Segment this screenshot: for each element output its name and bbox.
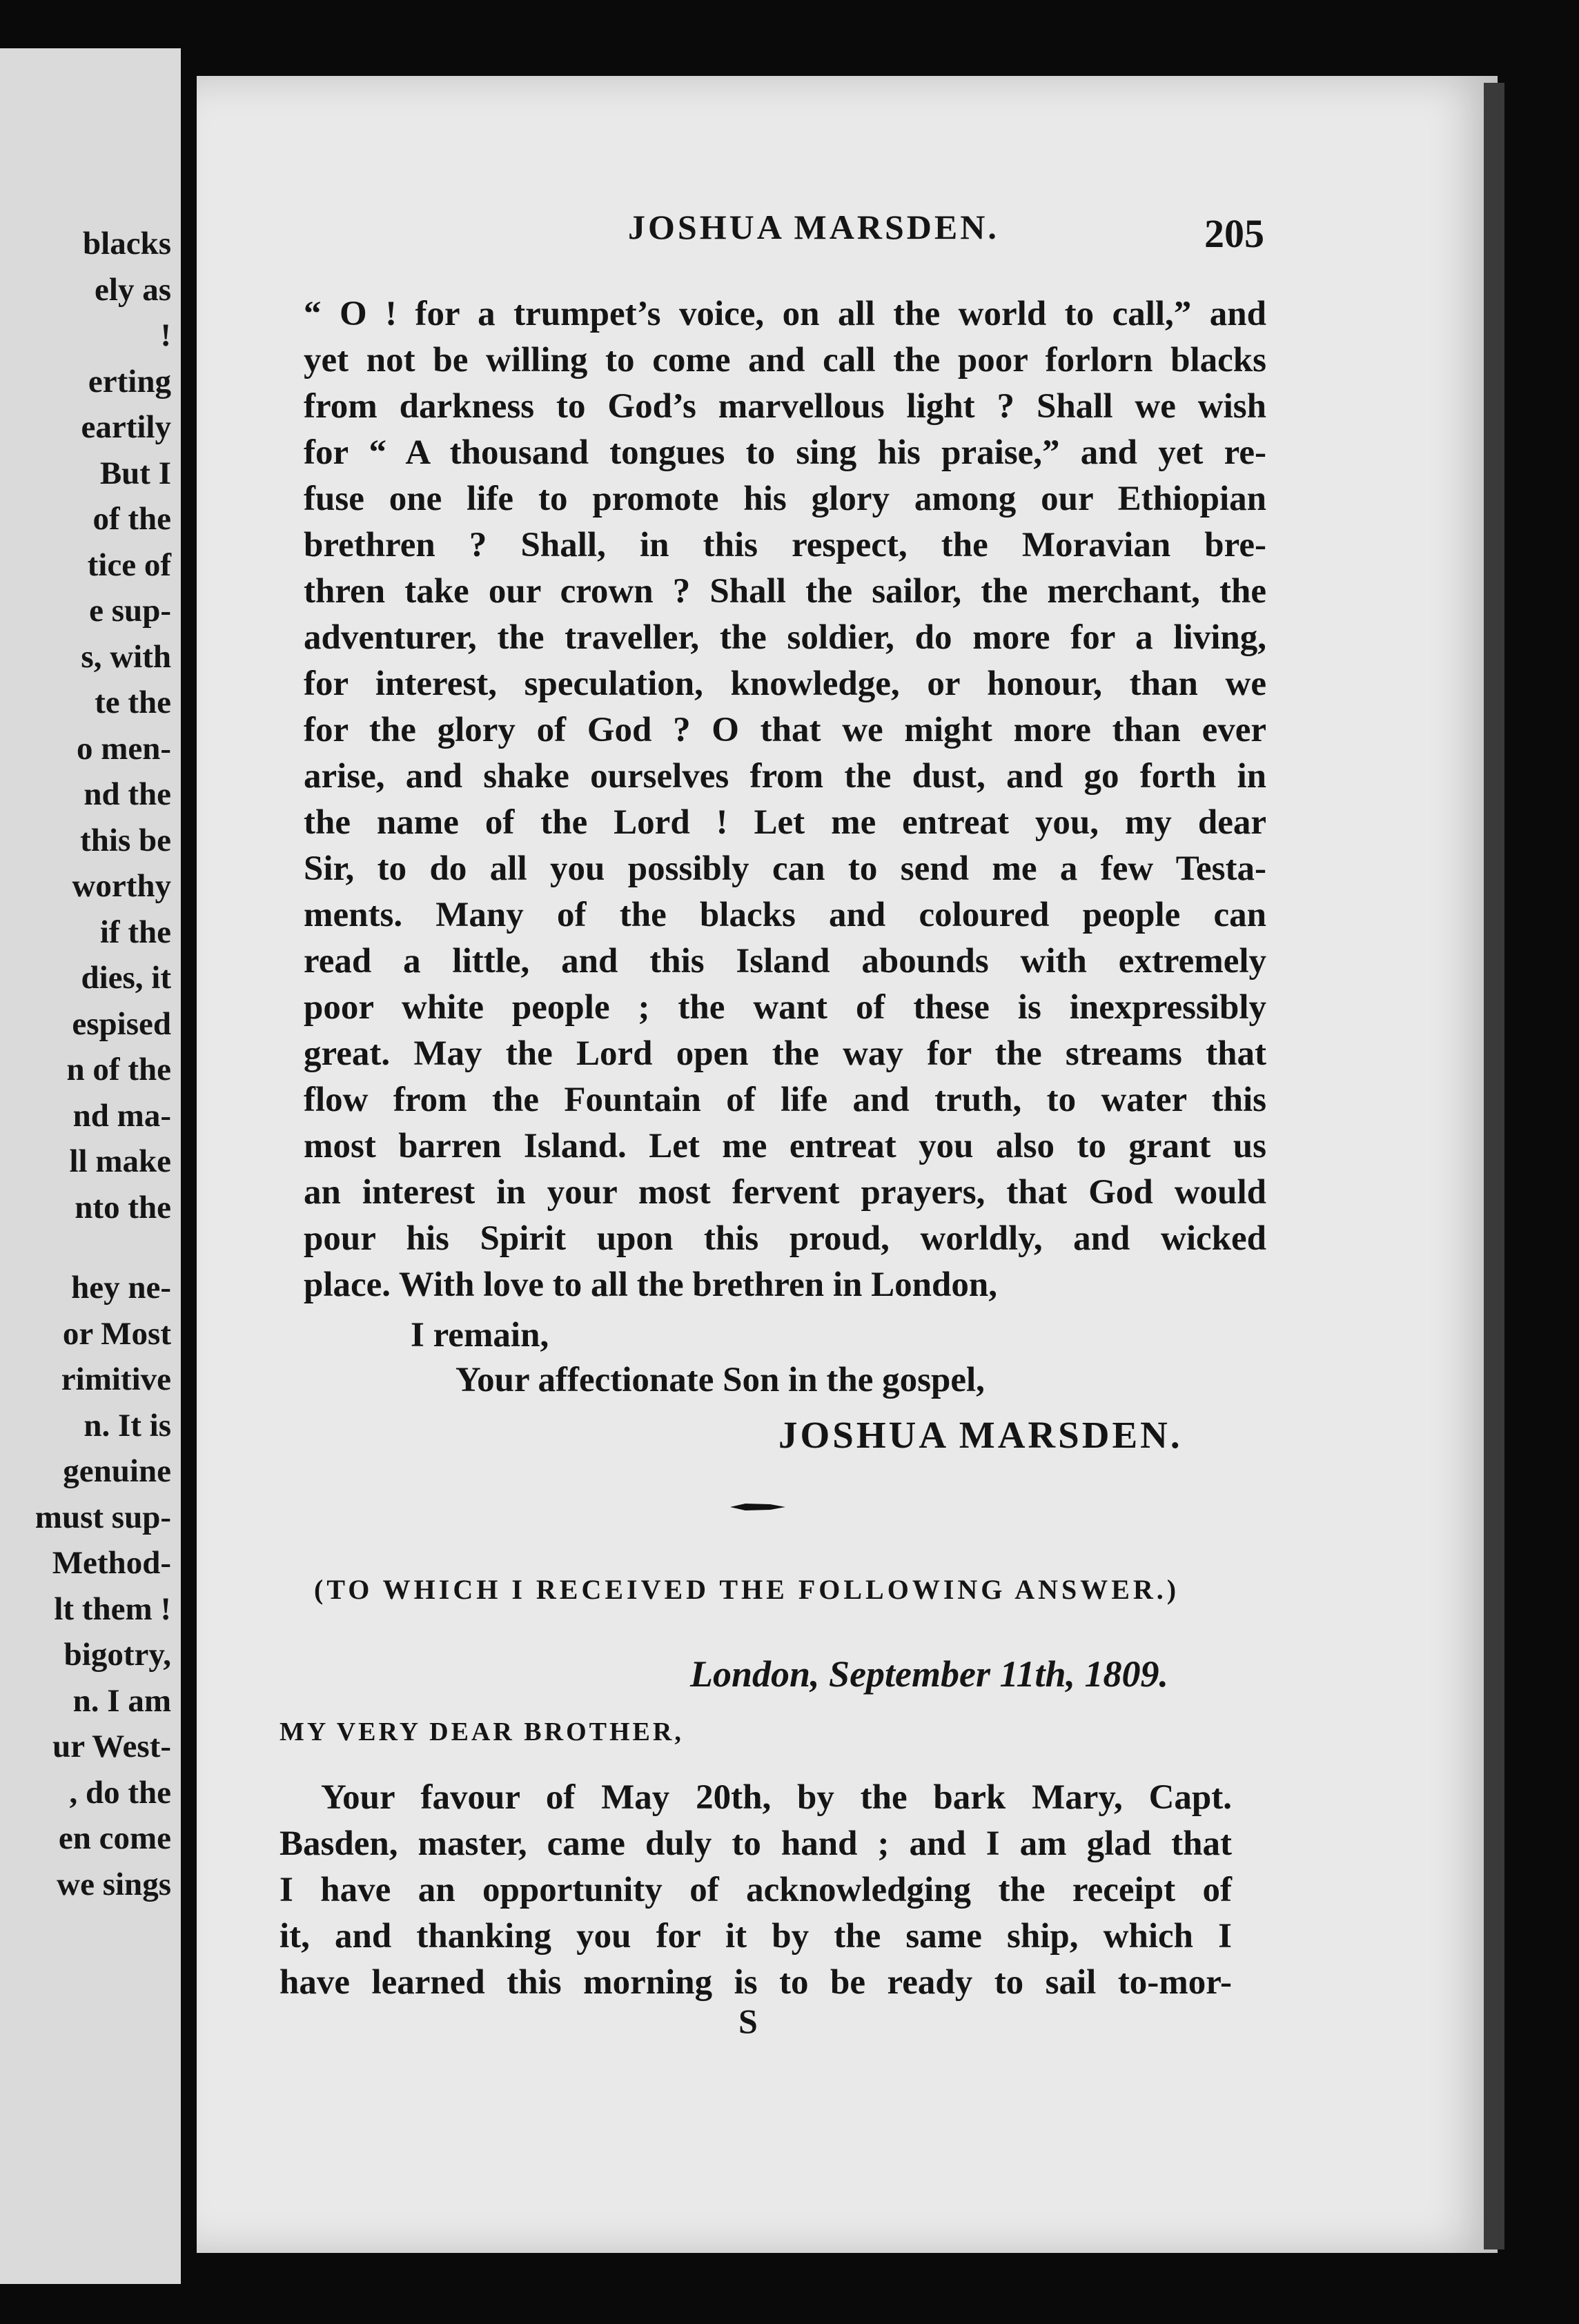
text-line: read a little, and this Island abounds with extremely xyxy=(304,942,1266,981)
facing-page-fragment: en come xyxy=(58,1820,171,1856)
text-line: yet not be willing to come and call the poor forlorn blacks xyxy=(304,341,1266,380)
dateline: London, September 11th, 1809. xyxy=(690,1653,1169,1695)
facing-page-fragment: bigotry, xyxy=(63,1637,171,1673)
closing-remain: I remain, xyxy=(411,1316,549,1355)
facing-page-fragment: rimitive xyxy=(61,1361,171,1397)
facing-page-fragment: nd the xyxy=(84,776,171,812)
text-line: thren take our crown ? Shall the sailor, the merchant, the xyxy=(304,572,1266,611)
facing-page-fragment: te the xyxy=(95,685,171,720)
facing-page-fragment: dies, it xyxy=(81,960,171,996)
facing-page-fragment: nd ma- xyxy=(72,1097,171,1134)
facing-page-fragment: Method- xyxy=(52,1545,171,1581)
text-line: have learned this morning is to be ready to sail to-mor- xyxy=(279,1963,1232,2002)
facing-page-fragment: espised xyxy=(72,1005,171,1042)
facing-page-fragment: eartily xyxy=(81,409,171,445)
salutation: MY VERY DEAR BROTHER, xyxy=(279,1717,684,1746)
text-line: pour his Spirit upon this proud, worldly, and wicked xyxy=(304,1219,1266,1258)
text-line: “ O ! for a trumpet’s voice, on all the world to call,” and xyxy=(304,295,1266,333)
text-line: it, and thanking you for it by the same ship, which I xyxy=(279,1917,1232,1956)
text-line: ments. Many of the blacks and coloured people can xyxy=(304,896,1266,934)
page-number: 205 xyxy=(1204,211,1264,256)
text-line: arise, and shake ourselves from the dust, and go forth in xyxy=(304,757,1266,796)
running-head: JOSHUA MARSDEN. xyxy=(628,208,999,246)
facing-page-fragment: if the xyxy=(99,914,171,950)
section-separator xyxy=(730,1502,785,1512)
text-line: poor white people ; the want of these is inexpressibly xyxy=(304,988,1266,1027)
facing-page-fragment: s, with xyxy=(81,638,171,675)
text-line: Your favour of May 20th, by the bark Mary, Capt. xyxy=(321,1778,1232,1817)
facing-page-fragment: But I xyxy=(99,455,171,491)
facing-page xyxy=(0,48,181,2284)
facing-page-fragment: this be xyxy=(80,822,171,858)
text-line: adventurer, the traveller, the soldier, do more for a living, xyxy=(304,618,1266,657)
facing-page-fragment: , do the xyxy=(69,1774,171,1811)
text-line: for interest, speculation, knowledge, or honour, than we xyxy=(304,664,1266,703)
text-line: Basden, master, came duly to hand ; and I am glad that xyxy=(279,1824,1232,1863)
facing-page-fragment: hey ne- xyxy=(71,1270,171,1306)
page-edge xyxy=(1484,83,1504,2249)
facing-page-fragment: or Most xyxy=(62,1315,171,1352)
facing-page-fragment: ur West- xyxy=(52,1729,171,1764)
closing-valediction: Your affectionate Son in the gospel, xyxy=(455,1361,985,1399)
text-line: brethren ? Shall, in this respect, the Moravian bre- xyxy=(304,526,1266,564)
signature-mark: S xyxy=(738,2002,758,2040)
facing-page-fragment: we sings xyxy=(57,1866,171,1902)
text-line: for the glory of God ? O that we might more than ever xyxy=(304,711,1266,749)
facing-page-fragment: worthy xyxy=(72,868,171,904)
text-line: fuse one life to promote his glory among our Ethiopian xyxy=(304,480,1266,518)
facing-page-fragment: nto the xyxy=(75,1189,171,1225)
facing-page-fragment: blacks xyxy=(83,226,171,262)
answer-heading: (TO WHICH I RECEIVED THE FOLLOWING ANSWER.) xyxy=(314,1574,1180,1605)
text-line: great. May the Lord open the way for the streams that xyxy=(304,1034,1266,1073)
text-line: most barren Island. Let me entreat you also to grant us xyxy=(304,1127,1266,1165)
text-line: I have an opportunity of acknowledging the receipt of xyxy=(279,1871,1232,1909)
facing-page-fragment: o men- xyxy=(76,730,171,767)
text-line: Sir, to do all you possibly can to send me a few Testa- xyxy=(304,849,1266,888)
facing-page-fragment: of the xyxy=(92,501,171,537)
facing-page-fragment: ! xyxy=(160,317,171,353)
text-line: the name of the Lord ! Let me entreat you, my dear xyxy=(304,803,1266,842)
facing-page-fragment: ely as xyxy=(95,271,171,308)
text-line: from darkness to God’s marvellous light ? Shall we wish xyxy=(304,387,1266,426)
facing-page-fragment: n of the xyxy=(66,1052,171,1087)
text-line: for “ A thousand tongues to sing his praise,” and yet re- xyxy=(304,433,1266,472)
facing-page-fragment: n. It is xyxy=(84,1407,171,1444)
facing-page-fragment: erting xyxy=(88,363,171,400)
facing-page-fragment: tice of xyxy=(87,546,171,583)
text-line: an interest in your most fervent prayers, that God would xyxy=(304,1173,1266,1212)
text-line: place. With love to all the brethren in London, xyxy=(304,1266,998,1304)
facing-page-fragment: genuine xyxy=(63,1453,171,1489)
facing-page-fragment: must sup- xyxy=(35,1499,171,1535)
facing-page-fragment: lt them ! xyxy=(54,1591,171,1627)
facing-page-fragment: n. I am xyxy=(72,1682,171,1719)
text-line: flow from the Fountain of life and truth, to water this xyxy=(304,1081,1266,1119)
signature: JOSHUA MARSDEN. xyxy=(778,1414,1183,1456)
facing-page-fragment: e sup- xyxy=(89,593,171,629)
facing-page-fragment: ll make xyxy=(69,1143,171,1179)
